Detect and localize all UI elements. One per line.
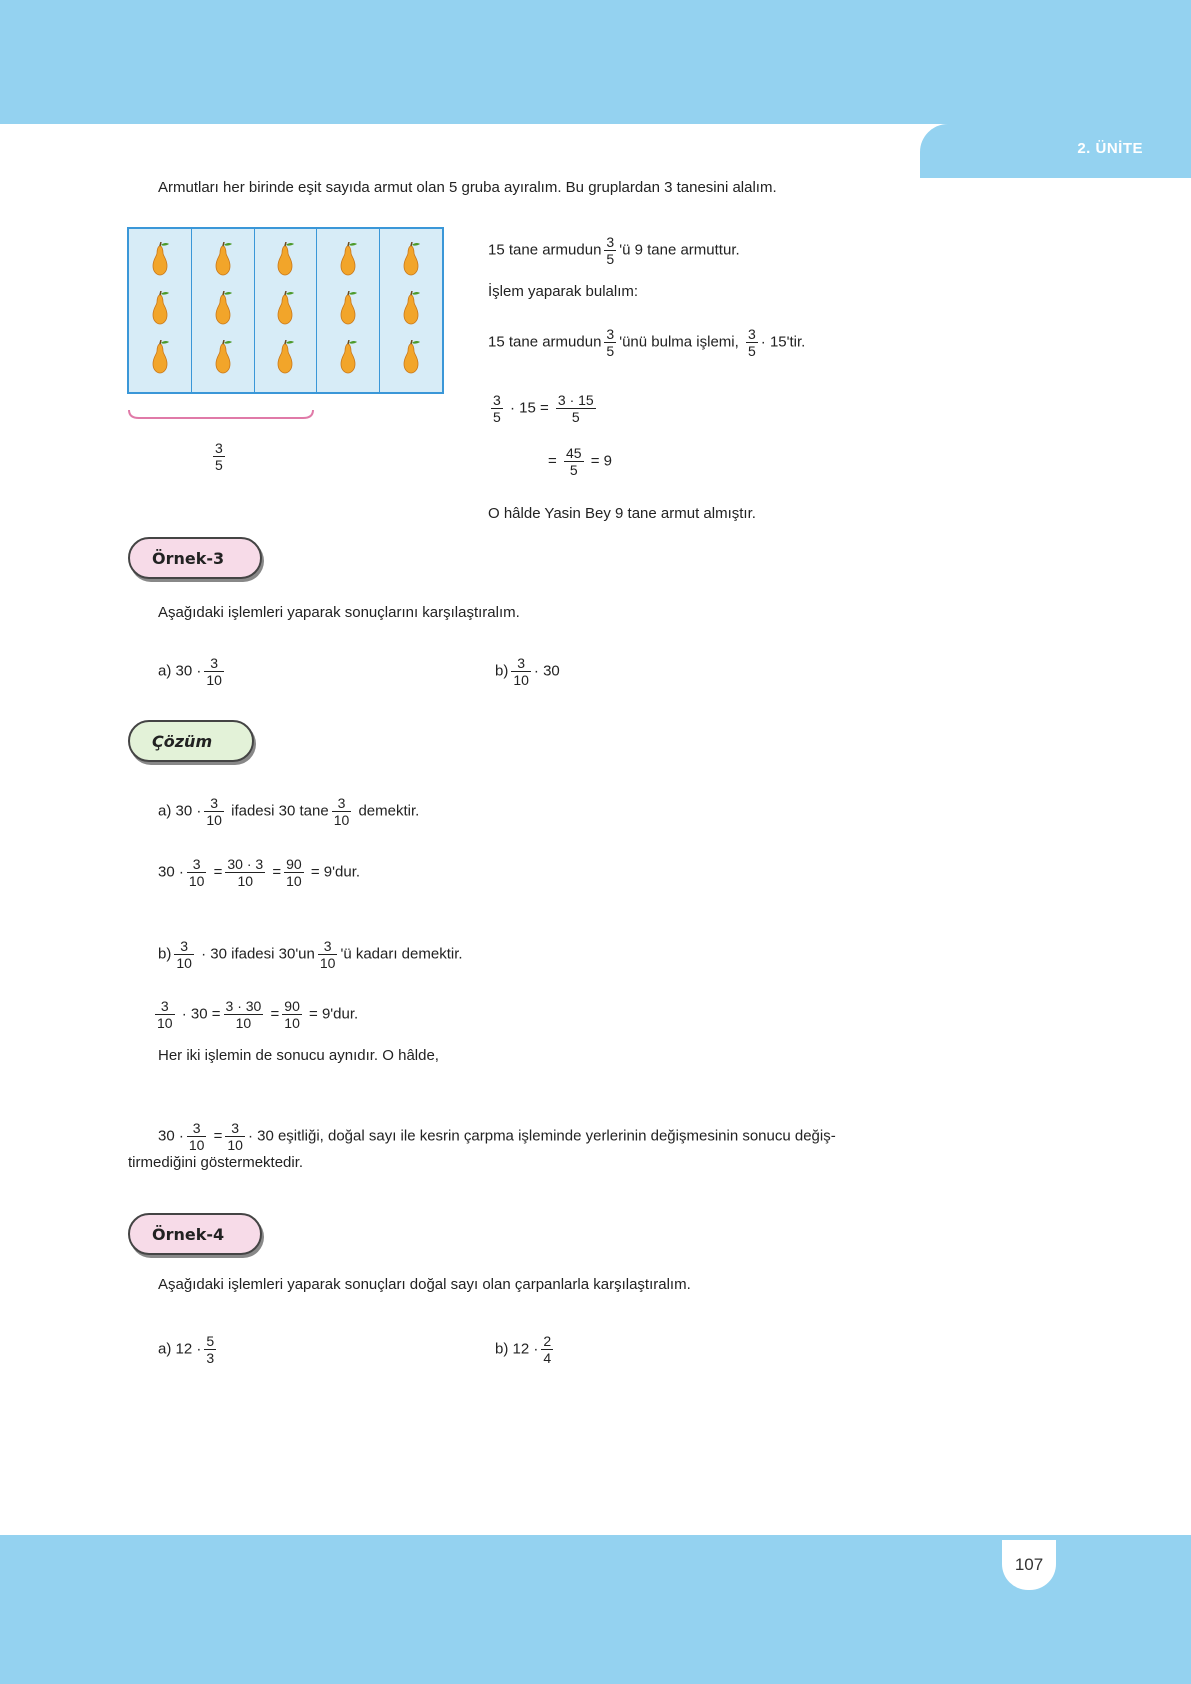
- solution-both-text: Her iki işlemin de sonucu aynıdır. O hâlde,: [158, 1047, 439, 1064]
- pear-grid: [127, 227, 444, 394]
- right-line-3: 15 tane armudun $\frac{3}{5}$ 'ünü bulma işlemi, $\frac{3}{5}$ · 15'tir.: [488, 326, 806, 359]
- solution-final-line-2: tirmediğini göstermektedir.: [128, 1154, 304, 1171]
- unit-tab: [920, 124, 1191, 178]
- solution-final-line: 30 · $\frac{3}{10}$ = $\frac{3}{10}$ · 30 eşitliği, doğal sayı ile kesrin çarpma işleminde yerlerinin değişmesinin sonucu değiş-: [158, 1120, 836, 1153]
- pear-icon: [212, 340, 234, 379]
- pear-column: [380, 229, 442, 392]
- right-line-1: 15 tane armudun $\frac{3}{5}$ 'ü 9 tane armuttur.: [488, 234, 740, 267]
- right-equation-2: = $\frac{45}{5}$ = 9: [548, 445, 612, 478]
- pear-column: [255, 229, 318, 392]
- example-4-badge: Örnek-4: [128, 1213, 262, 1255]
- brace-icon: [127, 408, 315, 422]
- header-band: [0, 0, 1191, 124]
- pear-icon: [337, 242, 359, 281]
- pear-column: [317, 229, 380, 392]
- pear-icon: [274, 242, 296, 281]
- pear-icon: [274, 340, 296, 379]
- example-3-b: b) $\frac{3}{10}$ · 30: [495, 655, 560, 688]
- pear-icon: [400, 242, 422, 281]
- right-line-2: İşlem yaparak bulalım:: [488, 283, 639, 300]
- pear-icon: [400, 340, 422, 379]
- pear-column: [129, 229, 192, 392]
- right-conclusion: O hâlde Yasin Bey 9 tane armut almıştır.: [488, 505, 756, 522]
- example-3-badge: Örnek-3: [128, 537, 262, 579]
- grid-fraction: $\frac{3}{5}$: [215, 440, 223, 473]
- pear-icon: [337, 340, 359, 379]
- pear-icon: [337, 291, 359, 330]
- pear-icon: [212, 291, 234, 330]
- pear-icon: [400, 291, 422, 330]
- pear-column: [192, 229, 255, 392]
- intro-text: Armutları her birinde eşit sayıda armut olan 5 gruba ayıralım. Bu gruplardan 3 tanesini alalım.: [158, 179, 777, 196]
- pear-icon: [274, 291, 296, 330]
- example-4-a: a) 12 · $\frac{5}{3}$: [158, 1333, 215, 1366]
- solution-a-equation: 30 · $\frac{3}{10}$ = $\frac{30 \cdot 3}{10}$ = $\frac{90}{10}$ = 9'dur.: [158, 856, 361, 889]
- solution-badge: Çözüm: [128, 720, 254, 762]
- pear-icon: [149, 242, 171, 281]
- right-equation-1: $\frac{3}{5}$ · 15 = $\frac{3 \cdot 15}{5}$: [493, 392, 594, 425]
- solution-b-line: b) $\frac{3}{10}$ · 30 ifadesi 30'un $\frac{3}{10}$ 'ü kadarı demektir.: [158, 938, 463, 971]
- example-4-text: Aşağıdaki işlemleri yaparak sonuçları doğal sayı olan çarpanlarla karşılaştıralım.: [158, 1276, 691, 1293]
- solution-a-line: a) 30 · $\frac{3}{10}$ ifadesi 30 tane $\frac{3}{10}$ demektir.: [158, 795, 420, 828]
- solution-b-equation: $\frac{3}{10}$ · 30 = $\frac{3 \cdot 30}{10}$ = $\frac{90}{10}$ = 9'dur.: [157, 998, 359, 1031]
- page-number: 107: [1002, 1540, 1056, 1590]
- pear-icon: [149, 291, 171, 330]
- pear-icon: [149, 340, 171, 379]
- example-3-a: a) 30 · $\frac{3}{10}$: [158, 655, 222, 688]
- example-3-text: Aşağıdaki işlemleri yaparak sonuçlarını karşılaştıralım.: [158, 604, 520, 621]
- pear-icon: [212, 242, 234, 281]
- example-4-b: b) 12 · $\frac{2}{4}$: [495, 1333, 552, 1366]
- unit-label: 2. ÜNİTE: [1077, 140, 1143, 157]
